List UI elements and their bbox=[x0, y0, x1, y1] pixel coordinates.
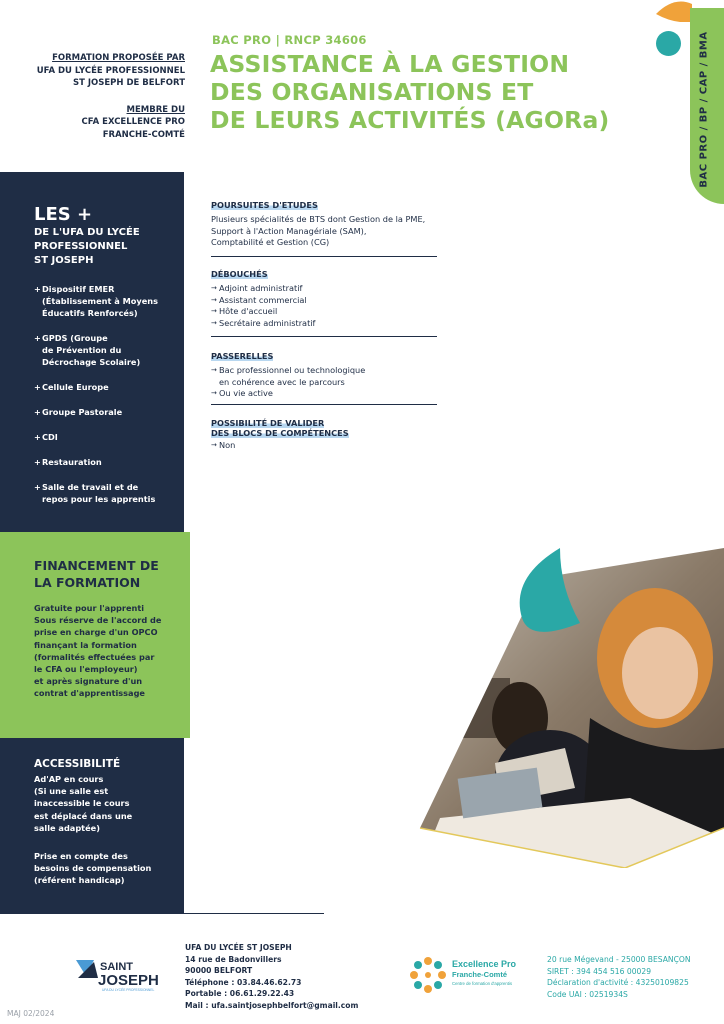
diploma-code: BAC PRO | RNCP 34606 bbox=[212, 33, 367, 47]
formation-org-line1: UFA DU LYCÉE PROFESSIONNEL bbox=[36, 65, 185, 76]
orange-leaf-shape bbox=[656, 0, 692, 22]
section-passerelles-title: PASSERELLES bbox=[211, 351, 274, 361]
section-passerelles-body bbox=[211, 365, 437, 400]
title-line3: DE LEURS ACTIVITÉS (AGORa) bbox=[210, 106, 610, 134]
formation-org-line2: ST JOSEPH DE BELFORT bbox=[72, 78, 185, 88]
advantage-item bbox=[34, 283, 179, 319]
financing-line: et après signature d'un bbox=[34, 676, 143, 687]
advantages-list bbox=[34, 283, 179, 518]
financing-line: finançant la formation bbox=[34, 639, 137, 650]
advantage-line: + Restauration bbox=[42, 457, 102, 467]
financing-line: Gratuite pour l'apprenti bbox=[34, 603, 145, 613]
accessibility-line: (référent handicap) bbox=[34, 875, 125, 886]
svg-text:Franche-Comté: Franche-Comté bbox=[452, 970, 508, 979]
footer-address bbox=[185, 942, 375, 1011]
advantage-line: + Cellule Europe bbox=[42, 382, 109, 392]
member-org-line2: FRANCHE-COMTÉ bbox=[102, 129, 185, 140]
mobile-line: Portable : 06.61.29.22.43 bbox=[185, 989, 295, 998]
section-debouches-body bbox=[211, 283, 437, 330]
svg-text:SAINT: SAINT bbox=[100, 961, 133, 973]
passerelle-line: en cohérence avec le parcours bbox=[219, 376, 345, 387]
advantages-subtitle-line1: DE L'UFA DU LYCÉE bbox=[34, 227, 140, 238]
financing-line: contrat d'apprentissage bbox=[34, 688, 145, 699]
address-line: UFA DU LYCÉE ST JOSEPH bbox=[185, 943, 292, 952]
affiliation-block bbox=[20, 52, 185, 141]
section-blocs-title: POSSIBILITÉ DE VALIDER DES BLOCS DE COMPÉTENCES bbox=[211, 418, 349, 438]
email-line[interactable]: Mail : ufa.saintjosephbelfort@gmail.com bbox=[185, 1000, 359, 1010]
member-label: MEMBRE DU bbox=[126, 104, 185, 115]
title-line2: DES ORGANISATIONS ET bbox=[210, 78, 534, 106]
financing-title bbox=[34, 557, 184, 591]
member-org-line1: CFA EXCELLENCE PRO bbox=[81, 117, 185, 127]
page-title bbox=[210, 50, 630, 134]
passerelle-item bbox=[211, 365, 437, 388]
advantage-line: + Salle de travail et de bbox=[42, 482, 139, 492]
section-poursuites-title: POURSUITES D'ETUDES bbox=[211, 200, 318, 210]
advantage-item bbox=[34, 381, 179, 393]
advantage-item bbox=[34, 406, 179, 418]
svg-text:UFA DU LYCÉE PROFESSIONNEL: UFA DU LYCÉE PROFESSIONNEL bbox=[102, 988, 155, 992]
advantages-title: LES + bbox=[34, 204, 93, 225]
debouche-item: → Hôte d'accueil bbox=[211, 306, 437, 318]
footer-divider bbox=[184, 913, 324, 914]
section-passerelles bbox=[211, 351, 437, 400]
passerelle-line: → Bac professionnel ou technologique bbox=[219, 365, 366, 375]
advantage-line: (Établissement à Moyens bbox=[42, 296, 158, 306]
students-photo bbox=[400, 548, 724, 868]
accessibility-line: Prise en compte des bbox=[34, 851, 128, 861]
section-line: Support à l'Action Managériale (SAM), bbox=[211, 225, 367, 236]
financing-line: Sous réserve de l'accord de bbox=[34, 615, 162, 626]
section-debouches bbox=[211, 269, 437, 330]
advantage-line: + Groupe Pastorale bbox=[42, 407, 123, 417]
advantages-panel bbox=[0, 172, 184, 532]
formation-label: FORMATION PROPOSÉE PAR bbox=[52, 53, 185, 63]
teal-dot-shape bbox=[656, 31, 681, 56]
accessibility-title: ACCESSIBILITÉ bbox=[34, 758, 121, 770]
advantages-subtitle bbox=[34, 226, 174, 268]
accessibility-line: est déplacé dans une bbox=[34, 810, 133, 821]
saint-joseph-logo bbox=[72, 954, 172, 994]
address-line: 14 rue de Badonvillers bbox=[185, 954, 282, 964]
side-tab-label: BAC PRO / BP / CAP / BMA bbox=[698, 30, 710, 188]
section-divider bbox=[211, 404, 437, 405]
advantage-line: repos pour les apprentis bbox=[42, 494, 156, 504]
cfa-uai-line: Code UAI : 0251934S bbox=[547, 989, 628, 999]
section-poursuites bbox=[211, 200, 437, 249]
address-line: 90000 BELFORT bbox=[185, 966, 253, 975]
accessibility-text-2 bbox=[34, 850, 174, 887]
advantage-line: Éducatifs Renforcés) bbox=[42, 308, 138, 318]
svg-text:Centre de formation d'apprenti: Centre de formation d'apprentis bbox=[452, 981, 513, 986]
blocs-item: → Non bbox=[211, 440, 437, 452]
financing-line: le CFA ou l'employeur) bbox=[34, 664, 138, 675]
section-divider bbox=[211, 336, 437, 337]
section-blocs-body bbox=[211, 440, 437, 452]
financing-panel bbox=[0, 532, 190, 738]
title-line1: ASSISTANCE À LA GESTION bbox=[210, 50, 570, 78]
excellence-pro-logo bbox=[408, 953, 543, 997]
accessibility-text bbox=[34, 773, 174, 834]
financing-text bbox=[34, 602, 184, 700]
cfa-siret-line: SIRET : 394 454 516 00029 bbox=[547, 966, 652, 976]
debouche-item: → Secrétaire administratif bbox=[211, 318, 437, 330]
section-line: Plusieurs spécialités de BTS dont Gestion de la PME, bbox=[211, 214, 426, 224]
advantages-subtitle-line2: PROFESSIONNEL bbox=[34, 241, 128, 252]
passerelle-item: → Ou vie active bbox=[211, 388, 437, 400]
financing-line: prise en charge d'un OPCO bbox=[34, 627, 158, 638]
cfa-address-line: 20 rue Mégevand - 25000 BESANÇON bbox=[547, 955, 691, 964]
financing-title-line1: FINANCEMENT DE bbox=[34, 558, 159, 573]
section-debouches-title: DÉBOUCHÉS bbox=[211, 269, 268, 279]
accessibility-line: besoins de compensation bbox=[34, 863, 152, 874]
update-date: MAJ 02/2024 bbox=[7, 1009, 55, 1018]
advantage-line: + CDI bbox=[42, 432, 58, 442]
section-blocs bbox=[211, 418, 437, 452]
advantages-subtitle-line3: ST JOSEPH bbox=[34, 255, 94, 266]
accessibility-line: inaccessible le cours bbox=[34, 798, 130, 809]
advantage-item bbox=[34, 456, 179, 468]
advantage-item bbox=[34, 431, 179, 443]
section-poursuites-body bbox=[211, 214, 437, 249]
debouche-item: → Adjoint administratif bbox=[211, 283, 437, 295]
accessibility-panel bbox=[0, 738, 184, 914]
financing-line: (formalités effectuées par bbox=[34, 651, 155, 662]
accessibility-line: salle adaptée) bbox=[34, 822, 100, 833]
accessibility-line: Ad'AP en cours bbox=[34, 774, 104, 784]
financing-title-line2: LA FORMATION bbox=[34, 575, 141, 590]
section-divider bbox=[211, 256, 437, 257]
footer-cfa-info bbox=[547, 954, 722, 1000]
advantage-line: de Prévention du bbox=[42, 345, 122, 355]
svg-text:Excellence Pro: Excellence Pro bbox=[452, 959, 517, 969]
cfa-declaration-line: Déclaration d'activité : 43250109825 bbox=[547, 978, 689, 987]
svg-text:JOSEPH: JOSEPH bbox=[98, 972, 159, 989]
advantage-item bbox=[34, 332, 179, 368]
accessibility-line: (Si une salle est bbox=[34, 786, 109, 797]
advantage-line: + Dispositif EMER bbox=[42, 284, 115, 294]
advantage-line: Décrochage Scolaire) bbox=[42, 357, 141, 367]
debouche-item: → Assistant commercial bbox=[211, 295, 437, 307]
section-line: Comptabilité et Gestion (CG) bbox=[211, 237, 330, 248]
phone-line: Téléphone : 03.84.46.62.73 bbox=[185, 977, 302, 987]
advantage-item bbox=[34, 481, 179, 505]
side-tab-label-wrap bbox=[684, 24, 724, 194]
advantage-line: + GPDS (Groupe bbox=[42, 333, 108, 343]
